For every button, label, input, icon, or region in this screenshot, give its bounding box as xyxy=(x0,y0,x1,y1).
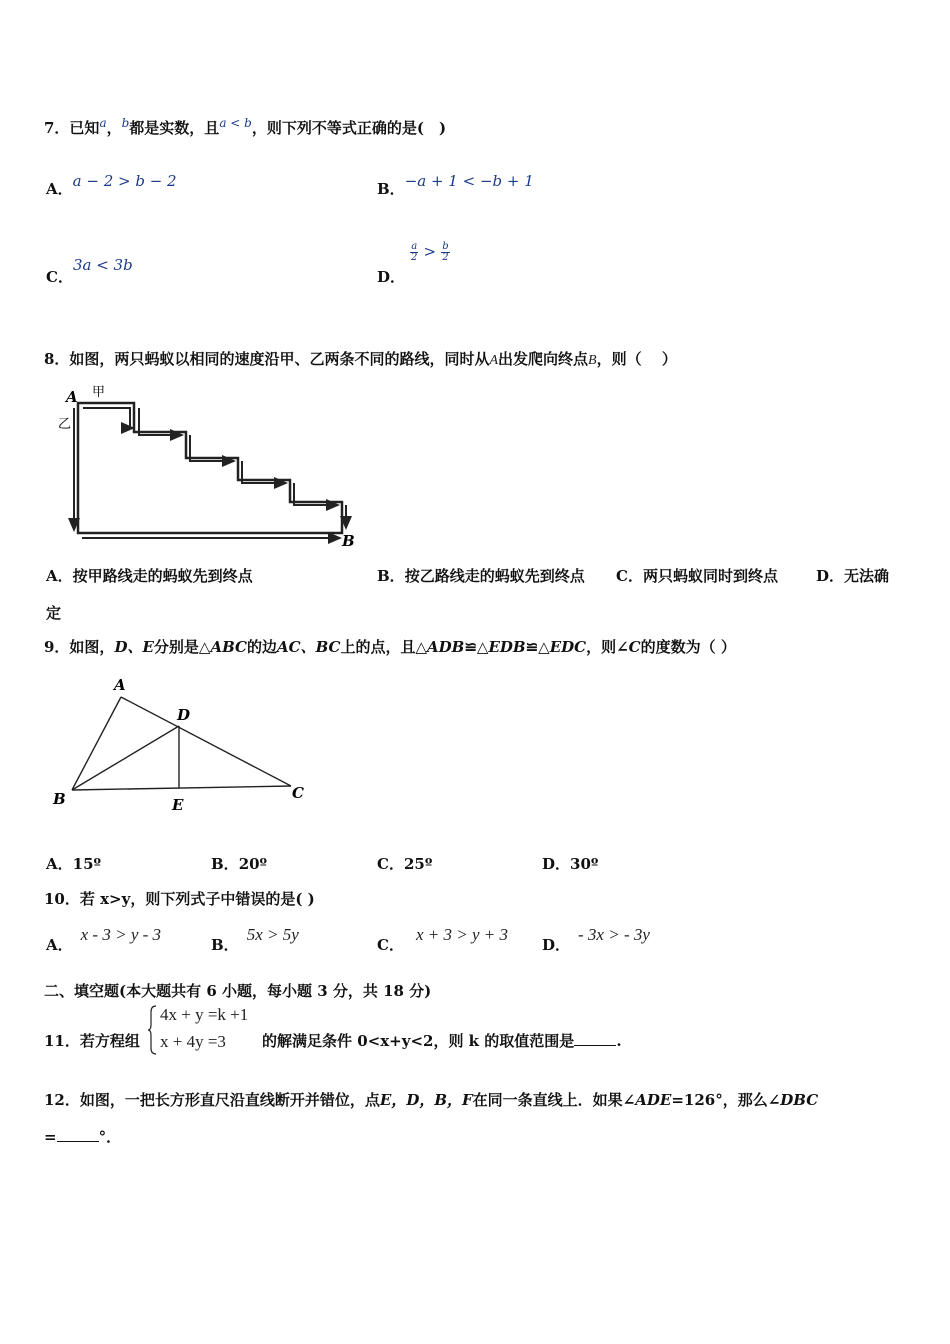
q8-option-d-wrap: 定 xyxy=(46,604,62,622)
q8-option-d[interactable]: D．无法确 xyxy=(816,567,890,585)
q8-label-jia: 甲 xyxy=(92,385,106,400)
q8-label-a: A xyxy=(66,388,78,406)
q7-var-a: a xyxy=(99,116,107,130)
q9-label-c: C xyxy=(292,784,304,802)
q7-option-d[interactable]: D． $\frac{a}{2}$ > $\frac{b}{2}$ xyxy=(377,240,449,286)
q12-line1: 12．如图，一把长方形直尺沿直线断开并错位，点E，D，B，F在同一条直线上．如果∠ADE=126°，那么∠DBC xyxy=(44,1091,819,1109)
q7-option-a[interactable]: A．a − 2 > b − 2 xyxy=(46,172,177,198)
q9-option-a[interactable]: A．15º xyxy=(46,855,102,873)
q12-line2: = °． xyxy=(44,1128,122,1146)
q11-equation-2: x + 4y =3 xyxy=(160,1032,226,1051)
q11-brace xyxy=(148,1004,158,1056)
q9-label-b: B xyxy=(53,790,66,808)
q7-condition: a < b xyxy=(219,116,252,130)
q11-equation-system xyxy=(148,1004,268,1056)
q7-option-b[interactable]: B．−a + 1 < −b + 1 xyxy=(377,172,534,198)
q8-label-b: B xyxy=(342,532,355,550)
q8-option-c[interactable]: C．两只蚂蚁同时到终点 xyxy=(616,567,778,585)
q7-option-c[interactable]: C．3a < 3b xyxy=(46,256,133,286)
q9-option-c[interactable]: C．25º xyxy=(377,855,433,873)
q10-stem: 10．若 x>y，则下列式子中错误的是( ) xyxy=(44,890,315,908)
q8-staircase-outline xyxy=(78,403,342,533)
q10-option-c[interactable]: C．x + 3 > y + 3 xyxy=(377,925,508,954)
q11-stem-prefix: 11．若方程组 xyxy=(44,1032,140,1050)
q8-option-b[interactable]: B．按乙路线走的蚂蚁先到终点 xyxy=(377,567,585,585)
q10-option-d[interactable]: D．- 3x > - 3y xyxy=(542,925,650,954)
q8-label-yi: 乙 xyxy=(58,417,72,432)
q8-option-a[interactable]: A．按甲路线走的蚂蚁先到终点 xyxy=(46,567,253,585)
q8-staircase-figure xyxy=(50,380,370,550)
q10-option-b[interactable]: B．5x > 5y xyxy=(211,925,299,954)
q10-option-a[interactable]: A．x - 3 > y - 3 xyxy=(46,925,162,954)
q9-option-b[interactable]: B．20º xyxy=(211,855,268,873)
q8-stem: 8．如图，两只蚂蚁以相同的速度沿甲、乙两条不同的路线，同时从A出发爬向终点B，则（ ） xyxy=(44,350,677,368)
q9-segment-bd xyxy=(72,726,179,790)
q9-triangle-figure xyxy=(44,670,324,820)
q7-var-b: b xyxy=(121,116,130,130)
q8-path-jia-seg1 xyxy=(83,408,133,428)
q9-label-e: E xyxy=(172,796,184,814)
q11-equation-1: 4x + y =k +1 xyxy=(160,1005,249,1024)
q9-label-a: A xyxy=(114,676,126,694)
q9-side-ac xyxy=(121,697,291,786)
q11-answer-blank[interactable] xyxy=(574,1033,616,1046)
q9-side-bc xyxy=(72,786,291,790)
section-2-title: 二、填空题(本大题共有 6 小题，每小题 3 分，共 18 分) xyxy=(44,982,432,1000)
q9-stem: 9．如图，D、E分别是△ABC的边AC、BC上的点，且△ADB≌△EDB≌△EDC，则∠C的度数为（ ） xyxy=(44,638,736,656)
q7-stem: 7．已知$^a$，$^b$都是实数，且$^{a < b}$，则下列不等式正确的是( ) xyxy=(44,116,447,137)
q7-option-d-expr: $\frac{a}{2}$ > $\frac{b}{2}$ xyxy=(411,240,449,263)
q9-option-d[interactable]: D．30º xyxy=(542,855,599,873)
q11-stem-suffix: 的解满足条件 0<x+y<2，则 k 的取值范围是 . xyxy=(262,1032,622,1050)
q12-answer-blank[interactable] xyxy=(57,1129,99,1142)
q9-label-d: D xyxy=(177,706,191,724)
